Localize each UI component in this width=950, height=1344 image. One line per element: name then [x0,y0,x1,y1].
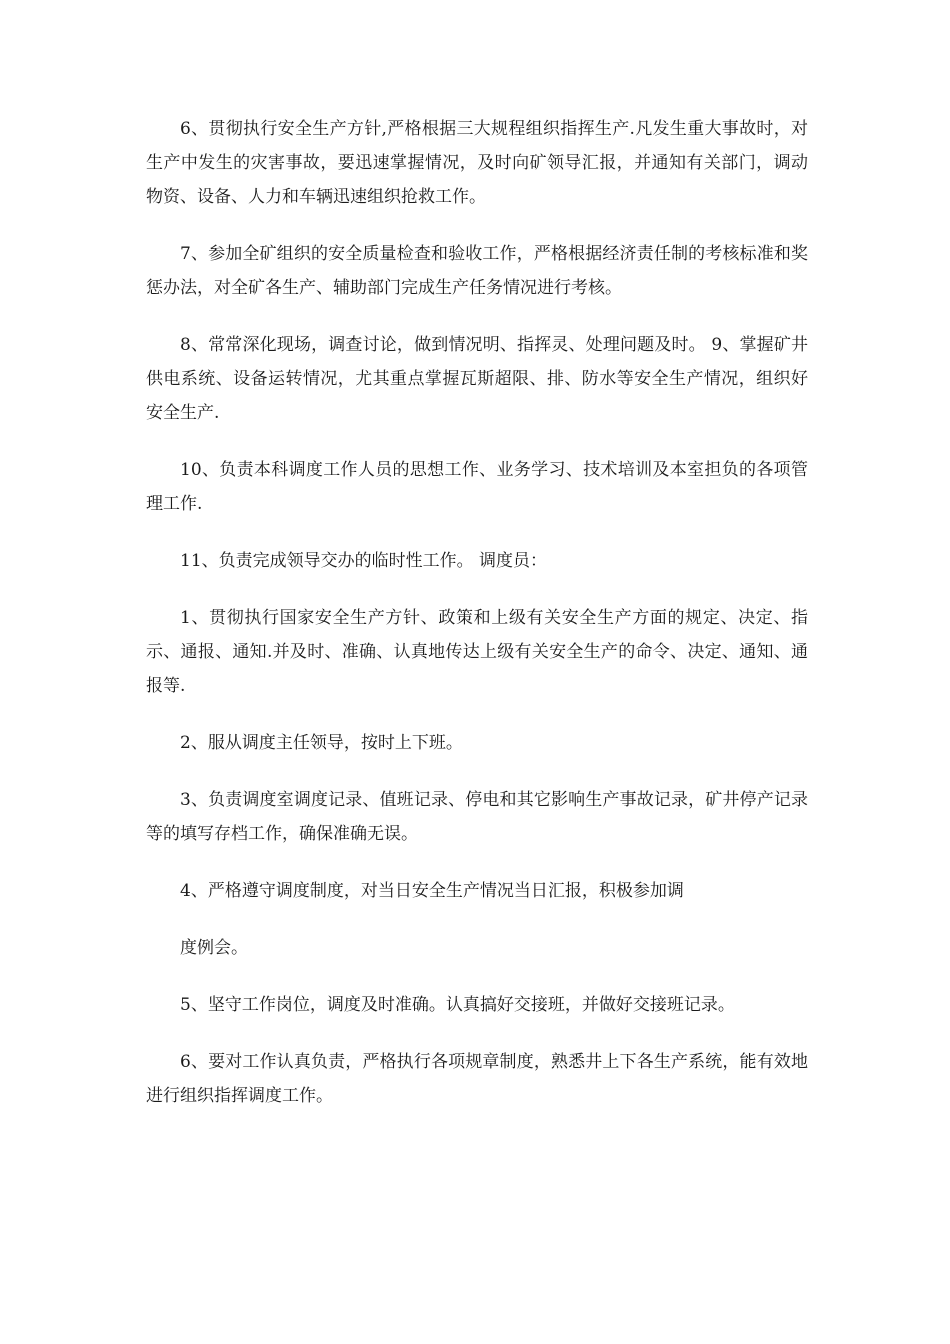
paragraph-2: 7、参加全矿组织的安全质量检查和验收工作，严格根据经济责任制的考核标准和奖惩办法，对全矿各生产、辅助部门完成生产任务情况进行考核。 [146,244,808,298]
document-body [146,112,808,1136]
paragraph-5: 11、负责完成领导交办的临时性工作。 调度员： [180,551,548,571]
paragraph-1: 6、贯彻执行安全生产方针,严格根据三大规程组织指挥生产.凡发生重大事故时，对生产中发生的灾害事故，要迅速掌握情况，及时向矿领导汇报，并通知有关部门，调动物资、设备、人力和车辆迅速组织抢救工作。 [146,119,808,207]
paragraph-9: 4、严格遵守调度制度，对当日安全生产情况当日汇报，积极参加调 [180,881,684,901]
paragraph-4: 10、负责本科调度工作人员的思想工作、业务学习、技术培训及本室担负的各项管理工作. [146,460,808,514]
paragraph-7: 2、服从调度主任领导，按时上下班。 [180,733,463,753]
paragraph-3: 8、常常深化现场，调查讨论，做到情况明、指挥灵、处理问题及时。 9、掌握矿井供电系统、设备运转情况，尤其重点掌握瓦斯超限、排、防水等安全生产情况，组织好安全生产. [146,335,808,423]
paragraph-11: 5、坚守工作岗位，调度及时准确。认真搞好交接班，并做好交接班记录。 [180,995,735,1015]
paragraph-8: 3、负责调度室调度记录、值班记录、停电和其它影响生产事故记录，矿井停产记录等的填写存档工作，确保准确无误。 [146,790,808,844]
paragraph-12: 6、要对工作认真负责，严格执行各项规章制度，熟悉井上下各生产系统，能有效地进行组织指挥调度工作。 [146,1052,808,1106]
paragraph-6: 1、贯彻执行国家安全生产方针、政策和上级有关安全生产方面的规定、决定、指示、通报、通知.并及时、准确、认真地传达上级有关安全生产的命令、决定、通知、通报等. [146,608,808,696]
paragraph-10: 度例会。 [180,938,248,958]
